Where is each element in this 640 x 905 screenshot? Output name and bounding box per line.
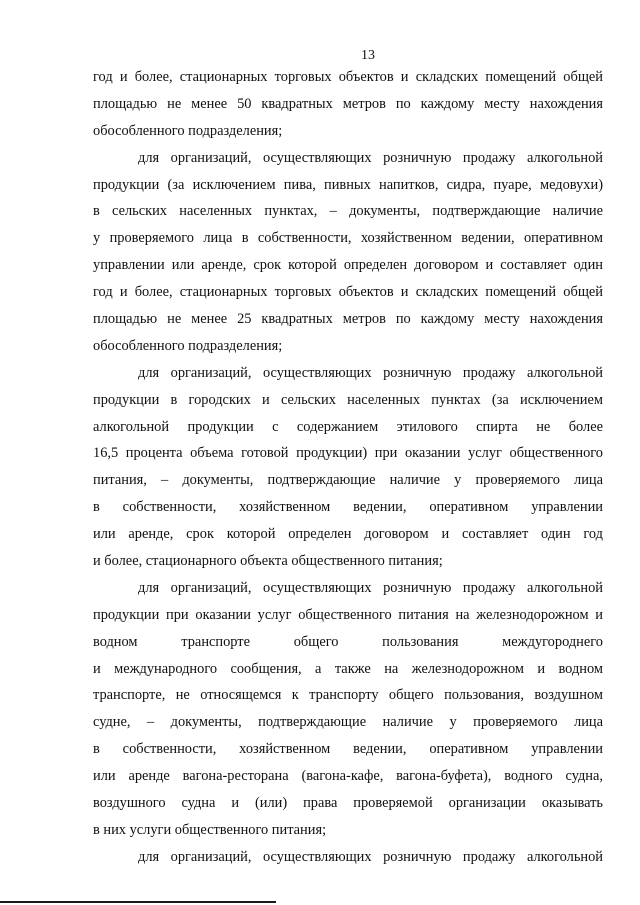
text-line: в сельских населенных пунктах, – документы, подтверждающие наличие — [93, 203, 603, 220]
text-line: и международного сообщения, а также на железнодорожном и водном — [93, 660, 603, 677]
text-line: у проверяемого лица в собственности, хозяйственном ведении, оперативном — [93, 230, 603, 247]
page-number: 13 — [361, 48, 375, 63]
text-line: в собственности, хозяйственном ведении, оперативном управлении — [93, 499, 603, 516]
text-line: для организаций, осуществляющих розничную продажу алкогольной — [138, 149, 603, 166]
paragraph-rural-retail — [93, 145, 603, 360]
text-line: продукции в городских и сельских населенных пунктах (за исключением — [93, 391, 603, 408]
text-line: транспорте, не относящемся к транспорту общего пользования, воздушном — [93, 687, 603, 704]
footnote-divider — [0, 901, 276, 903]
text-line: воздушного судна и (или) права проверяемой организации оказывать — [93, 795, 603, 812]
text-line: обособленного подразделения; — [93, 122, 283, 139]
text-line: в них услуги общественного питания; — [93, 821, 327, 838]
text-line: 16,5 процента объема готовой продукции) при оказании услуг общественного — [93, 445, 603, 462]
text-line: алкогольной продукции с содержанием этилового спирта не более — [93, 418, 603, 435]
text-line: для организаций, осуществляющих розничную продажу алкогольной — [138, 848, 603, 865]
paragraph-transport-catering — [93, 575, 603, 844]
text-line: продукции (за исключением пива, пивных напитков, сидра, пуаре, медовухи) — [93, 176, 603, 193]
paragraph-continuation — [93, 64, 603, 145]
text-line: площадью не менее 50 квадратных метров по каждому месту нахождения — [93, 95, 603, 112]
text-line: и более, стационарного объекта общественного питания; — [93, 553, 443, 570]
text-line: водном транспорте общего пользования междугороднего — [93, 633, 603, 650]
text-line: питания, – документы, подтверждающие наличие у проверяемого лица — [93, 472, 603, 489]
text-line: судне, – документы, подтверждающие наличие у проверяемого лица — [93, 714, 603, 731]
text-line: год и более, стационарных торговых объектов и складских помещений общей — [93, 284, 603, 301]
text-line: продукции при оказании услуг общественного питания на железнодорожном и — [93, 606, 603, 623]
text-line: обособленного подразделения; — [93, 337, 283, 354]
text-line: для организаций, осуществляющих розничную продажу алкогольной — [138, 579, 603, 596]
text-line: управлении или аренде, срок которой определен договором и составляет один — [93, 257, 603, 274]
document-body — [93, 64, 603, 871]
text-line: или аренде, срок которой определен договором и составляет один год — [93, 526, 603, 543]
text-line: для организаций, осуществляющих розничную продажу алкогольной — [138, 364, 603, 381]
paragraph-continues — [93, 844, 603, 871]
text-line: или аренде вагона-ресторана (вагона-кафе, вагона-буфета), водного судна, — [93, 768, 603, 785]
paragraph-catering — [93, 360, 603, 575]
text-line: площадью не менее 25 квадратных метров по каждому месту нахождения — [93, 311, 603, 328]
text-line: год и более, стационарных торговых объектов и складских помещений общей — [93, 69, 603, 85]
text-line: в собственности, хозяйственном ведении, оперативном управлении — [93, 741, 603, 758]
